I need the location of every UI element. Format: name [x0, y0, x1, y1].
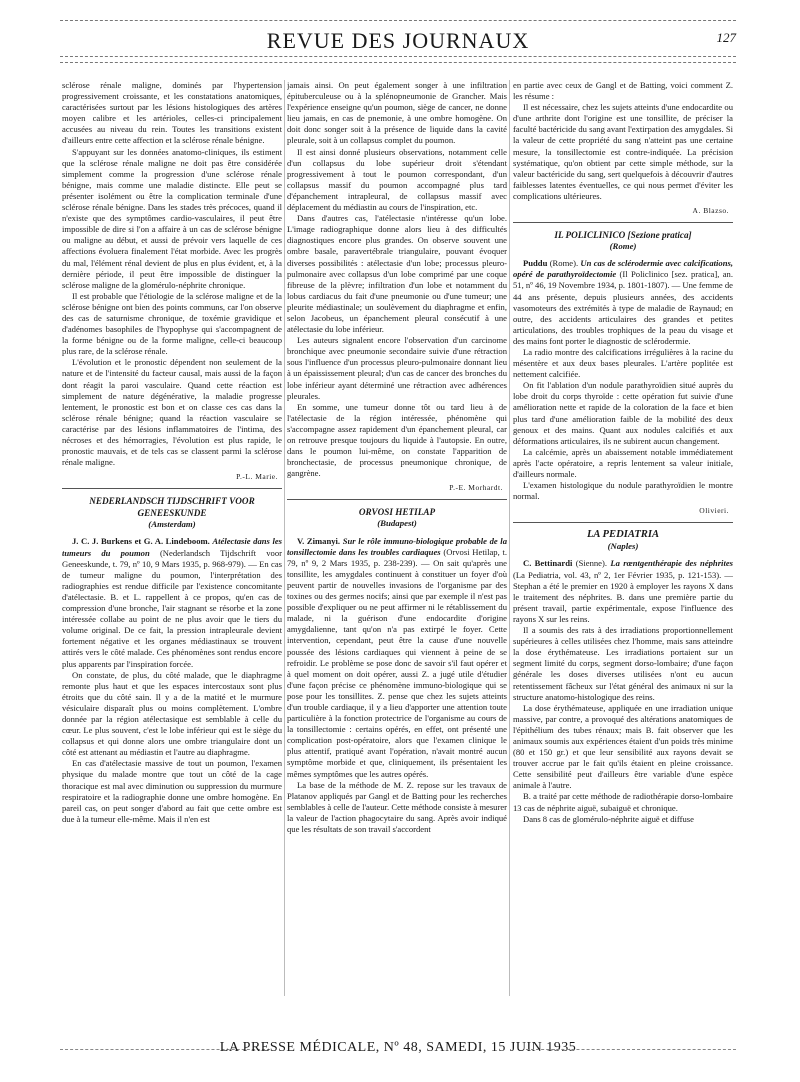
paragraph: B. a traité par cette méthode de radiothérapie dorso-lombaire 13 cas de néphrite aiguë, subaiguë et chronique. — [513, 791, 733, 813]
journal-city: (Rome) — [609, 241, 637, 252]
section-rule — [287, 499, 507, 500]
article-body: (Orvosi Hetilap, t. 79, nº 9, 2 Mars 1935, p. 238-239). — On sait qu'après une tonsillite, les amygdales continuent à constituer un foyer d'où peuvent partir de nouvelles invasions de l'organisme par des toxines ou des germes nocifs; ainsi que par exemple il n'est pas possible d'expliquer ou ne peut affirmer ni le rétablissement du malade, ni la guérison d'une endocardite d'origine amygdalienne, tant qu'on n'a pas extirpé le foyer. Cette intervention, cependant, peut être la cause d'une nouvelle poussée des lésions cardiaques qui viennent à peine de se refroidir. Le problème se pose donc de savoir s'il faut opérer et à quel moment on doit opérer, aussi Z. a jugé utile d'étudier d'une façon précise ce phénomène immuno-biologique qui se pose pour les tonsillites. Z. pense que chez les sujets atteints d'un trouble cardiaque, il y a lieu d'apporter une attention toute particulière à la fonction protectrice de l'organisme au cours de la tonsillectomie : certains opérés, en effet, ont présenté une complication post-opératoire, alors que l'examen clinique le plus attentif, pratiqué avant l'opération, n'avait montré aucun symptôme morbide et que, cliniquement, ils présentaient les mêmes symptômes que les autres opérés. — [287, 546, 507, 779]
article — [287, 536, 507, 780]
section-rule — [513, 222, 733, 223]
article-authors: V. Zimanyi. — [297, 535, 341, 546]
paragraph: On constate, de plus, du côté malade, que le diaphragme remonte plus haut et que les espaces intercostaux sont plus étroits que du côté sain. Il y a de la matité et le murmure vésiculaire disparaît plus ou moins complètement. L'ombre donnée par la région atélectasique est semblable à celle du cœur. Le plus souvent, c'est le lobe inférieur qui est le siège du collapsus et qui donne alors une ombre triangulaire dont un côté est attenant au médiastin et l'autre au diaphragme. — [62, 669, 282, 758]
column-3 — [513, 80, 733, 998]
paragraph: Il est ainsi donné plusieurs observations, notamment celle d'un collapsus du lobe supérieur droit s'étendant progressivement à tout le poumon correspondant, d'un collapsus massif du poumon accompagné plus tard d'épanchement intrapleural, de collapsus massif avec déplacement du médiastin au cours de l'inspiration, etc. — [287, 146, 507, 213]
journal-heading: ORVOSI HETILAP — [358, 507, 436, 518]
article-body: (Nederlandsch Tijdschrift voor Geneeskunde, t. 79, nº 10, 9 Mars 1935, p. 968-979). — En cas de tumeur maligne du poumon, l'interprétation des radiographies est rendue difficile par l'existence concomitante d'atélectasie. B. et L. rappellent à ce propos, qu'en cas de compression d'une bronche, l'air stagnant se résorbe et la zone intéressée collabe au point de ne plus avoir que le tiers du volume original. De ce fait, la pression intrapleurale devient fortement négative et les organes médiastinaux se trouvent attirés vers le côté malade. Ces phénomènes sont rendus encore plus apparents par l'inspiration forcée. — [62, 547, 282, 669]
paragraph: La base de la méthode de M. Z. repose sur les travaux de Platanov appliqués par Gangl et de Batting pour les recherches semblables à celle de l'auteur. Cette méthode consiste à mesurer la valeur de l'action phagocytaire du sang. Après avoir indiqué que les résultats de son travail s'accordent — [287, 779, 507, 834]
paragraph: Dans d'autres cas, l'atélectasie n'intéresse qu'un lobe. L'image radiographique donne alors lieu à des difficultés diagnostiques encore plus grandes. On observe souvent une ombre basale, paravertébrale triangulaire, pouvant évoquer diverses possibilités : atélectasie d'un lobe; processus pleuro-pulmonaire avec collapsus d'un lobe comprimé par une coque fibreuse de la plèvre; infiltration d'un lobe et notamment du lobus cardiacus du fait d'une pneumonie ou d'une tumeur; une pleurite médiastinale; un soulèvement du diaphragme et enfin, selon Jacobeus, un épanchement pleural consécutif à une atélectasie du lobe inférieur. — [287, 213, 507, 335]
column-divider — [284, 80, 285, 996]
article-authors: J. C. J. Burkens et G. A. Lindeboom. — [72, 536, 210, 547]
journal-heading: NEDERLANDSCH TIJDSCHRIFT VOOR GENEESKUNDE — [89, 496, 255, 519]
section-rule — [513, 522, 733, 523]
journal-heading: LA PEDIATRIA — [586, 529, 660, 541]
paragraph: jamais ainsi. On peut également songer à une infiltration épituberculeuse ou à la splénopneumonie de Grancher. Mais l'expérience enseigne qu'un poumon, siège de cancer, ne donne lieu jamais, en cas de pnemonie, à une ombre homogène. On doit donc songer soit à la présence de liquide dans la cavité pleurale, soit à un collapsus complet du poumon. — [287, 80, 507, 146]
article-body: (Il Policlinico [sez. pratica], an. 51, nº 46, 19 Novembre 1934, p. 1801-1807). — Une femme de 44 ans présente, depuis plusieurs années, des accidents vasomoteurs des extrémités à type de maladie de Raynaud; en outre, des accidents articulaires des grandes et petites articulations, des troubles trophiques de la peau du visage et des mains font porter le diagnostic de sclérodermie. — [513, 269, 733, 346]
article-place: (Rome). — [549, 258, 579, 269]
paragraph: La radio montre des calcifications irrégulières à la racine du mésentère et aux deux bases pleurales. L'artère poplitée est nettement calcifiée. — [513, 346, 733, 380]
paragraph: La calcémie, après un abaissement notable immédiatement après l'acte opératoire, a repris lentement sa valeur initiale, d'ailleurs normale. — [513, 446, 733, 479]
journal-city: (Amsterdam) — [148, 519, 196, 530]
journal-city: (Budapest) — [377, 518, 417, 529]
paragraph: Il est probable que l'étiologie de la sclérose maligne et de la sclérose bénigne ont bien des points communs, car l'on observe des cas de saturnisme chronique, de toxémie gravidique et d'adénomes basophiles de l'hypophyse qui s'accompagnent de la forme bénigne ou de la forme maligne, celle-ci beaucoup plus rare, de la sclérose rénale. — [62, 290, 282, 357]
paragraph: en partie avec ceux de Gangl et de Batting, voici comment Z. les résume : — [513, 80, 733, 102]
signature: A. Blazso. — [692, 206, 729, 216]
paragraph: Les auteurs signalent encore l'observation d'un carcinome bronchique avec pneumonie secondaire suivie d'une rétraction sous l'influence d'un processus pleuro-pulmonaire donnant lieu à un épaississement pleural; d'un cas de cancer des bronches du lobe inférieur ayant déterminé une rétraction avec adhérences pleurales. — [287, 335, 507, 401]
top-rule — [60, 20, 736, 21]
column-divider — [509, 80, 510, 996]
article-title: La rœntgenthérapie des néphrites — [610, 558, 733, 569]
signature: Olivieri. — [699, 506, 729, 516]
article-title: Un cas de sclérodermie avec calcifications, opéré de parathyroïdectomie — [513, 258, 733, 280]
masthead — [60, 26, 736, 52]
signature: P.-L. Marie. — [236, 472, 278, 482]
signature: P.-E. Morhardt. — [449, 483, 503, 493]
paragraph: En cas d'atélectasie massive de tout un poumon, l'examen physique du malade montre que tout un côté de la cage thoracique est mal avec diminution ou suppression du murmure respiratoire et la radiographie donne une ombre homogène. En pareil cas, on peut songer d'abord au fait que cette ombre est due à la tumeur elle-même. Mais il n'en est — [62, 758, 282, 824]
paragraph: L'évolution et le pronostic dépendent non seulement de la nature et de l'intensité du facteur causal, mais aussi de la façon dont réagit la paroi vasculaire. Quand cette réaction est simplement de nature dégénérative, la maladie progresse lentement, le pronostic est bon et on classe ces cas dans la sclérose rénale bénigne; quand la réaction vasculaire se caractérise par des lésions inflammatoires de l'intima, des nécroses et des hémorragies, l'évolution est plus rapide, le pronostic mauvais, et de tels cas se classent parmi la sclérose rénale maligne. — [62, 357, 282, 468]
page-footer — [60, 1040, 736, 1060]
article-title: Atélectasie dans les tumeurs du poumon — [62, 536, 282, 558]
journal-title: REVUE DES JOURNAUX — [266, 28, 530, 53]
paragraph: Il est nécessaire, chez les sujets atteints d'une endocardite ou d'une arthrite dont l'origine est une tonsillite, de préciser la faculté bactéricide du sang avant l'extirpation des amygdales. Si la valeur de cette propriété du sang n'atteint pas une certaine mesure, la tonsillectomie est contre-indiquée. La précision systématique, qu'on obtient par cette simple méthode, sur la valeur bactéricide du sang, sert quelquefois à découvrir d'autres faiblesses latentes éventuelles, ce qui nous permet d'éviter les complications ultérieures. — [513, 102, 733, 201]
paragraph: L'examen histologique du nodule parathyroïdien le montre normal. — [513, 480, 733, 502]
footer-rule — [526, 1049, 736, 1050]
column-1 — [62, 80, 282, 998]
article-authors: C. Bettinardi — [523, 558, 573, 569]
article-place: (Sienne). — [575, 558, 607, 569]
column-2 — [287, 80, 507, 998]
article — [62, 536, 282, 669]
paragraph: On fit l'ablation d'un nodule parathyroïdien situé auprès du lobe droit du corps thyroïde : cette opération fut suivie d'une amélioration nette et rapide de la coloration de la face et bien plus tard d'une amélioration faible de la mobilité des deux genoux et des mains. Quant aux nodules calcifiés et aux déformations articulaires, ils ne subirent aucun changement. — [513, 380, 733, 446]
masthead-rule — [60, 56, 736, 57]
paragraph: Il a soumis des rats à des irradiations proportionnellement supérieures à celles utilisées chez l'homme, mais sans atteindre la dose érythémateuse. Les irradiations portaient sur un segment limité du corps, segment dorso-lombaire; d'une façon générale les doses diverses utilisées n'ont eu aucun retentissement fâcheux sur l'état général des animaux ni sur la structure anatomo-histologique des reins. — [513, 625, 733, 702]
article-body: (La Pediatria, vol. 43, nº 2, 1er Février 1935, p. 121-153). — Stephan a été le premier en 1920 à employer les rayons X dans le traitement des néphrites. B. dans une première partie du présent travail, partie expérimentale, expose l'influence des rayons X sur les reins. — [513, 569, 733, 624]
article-authors: Puddu — [523, 258, 548, 269]
page-number: 127 — [716, 30, 736, 45]
paragraph: En somme, une tumeur donne tôt ou tard lieu à de l'atélectasie de la région intéressée, phénomène qui s'accompagne assez rapidement d'un épanchement pleural, car on retrouve presque toujours du liquide à l'autopsie. En outre, dans le poumon lui-même, on constate l'apparition de bronchectasie, de processus pneumonique chronique, de gangrène. — [287, 401, 507, 479]
paragraph: La dose érythémateuse, appliquée en une irradiation unique massive, par contre, a provoqué des altérations anatomiques de l'épithélium des tubes rénaux; mais B. fait observer que les animaux soumis aux expériences étaient d'un poids très minime (80 et 150 gr.) et que leur sensibilité aux rayons devait se trouver accrue par le fait qu'ils étaient en pleine croissance. Cette sensibilité peut d'ailleurs être variable d'une espèce animale à l'autre. — [513, 702, 733, 791]
section-rule — [62, 488, 282, 489]
article — [513, 558, 733, 625]
article — [513, 258, 733, 347]
paragraph: Dans 8 cas de glomérulo-néphrite aiguë et diffuse — [523, 813, 694, 824]
paragraph: S'appuyant sur les données anatomo-cliniques, ils estiment que la sclérose rénale maligne ne doit pas être considérée simplement comme la progression d'une sclérose rénale bénigne, mais comme une maladie distincte. Elle peut se présenter isolément ou être la complication terminale d'une sclérose rénale bénigne. Dans les stades très précoces, quand il n'existe que des symptômes cardio-vasculaires, il peut être impossible de dire si l'on a affaire à un cas de sclérose bénigne ou maligne au début, et aussi de prévoir vers laquelle de ces affections évoluera finalement l'état morbide. Avec les progrès du mal, l'élément rénal devient de plus en plus évident, et, à la dernière période, il peut être impossible de distinguer la sclérose maligne de la glomérulo-néphrite chronique. — [62, 146, 282, 290]
masthead-rule-2 — [60, 62, 736, 63]
article-title: Sur le rôle immuno-biologique probable de la tonsillectomie dans les troubles cardiaques — [287, 535, 507, 557]
journal-city: (Naples) — [607, 541, 639, 552]
journal-heading: IL POLICLINICO [Sezione pratica] — [554, 230, 692, 241]
footer-text: LA PRESSE MÉDICALE, Nº 48, SAMEDI, 15 JUIN 1935 — [219, 1040, 577, 1055]
paragraph: sclérose rénale maligne, dominés par l'hypertension progressivement croissante, et les constatations anatomiques, caractérisées surtout par les lésions histologiques des artères moyen calibre et les artérioles, celles-ci principalement accusées au niveau du rein. Toutes les transitions existent d'ailleurs entre cette affection et la sclérose rénale bénigne. — [62, 80, 282, 146]
